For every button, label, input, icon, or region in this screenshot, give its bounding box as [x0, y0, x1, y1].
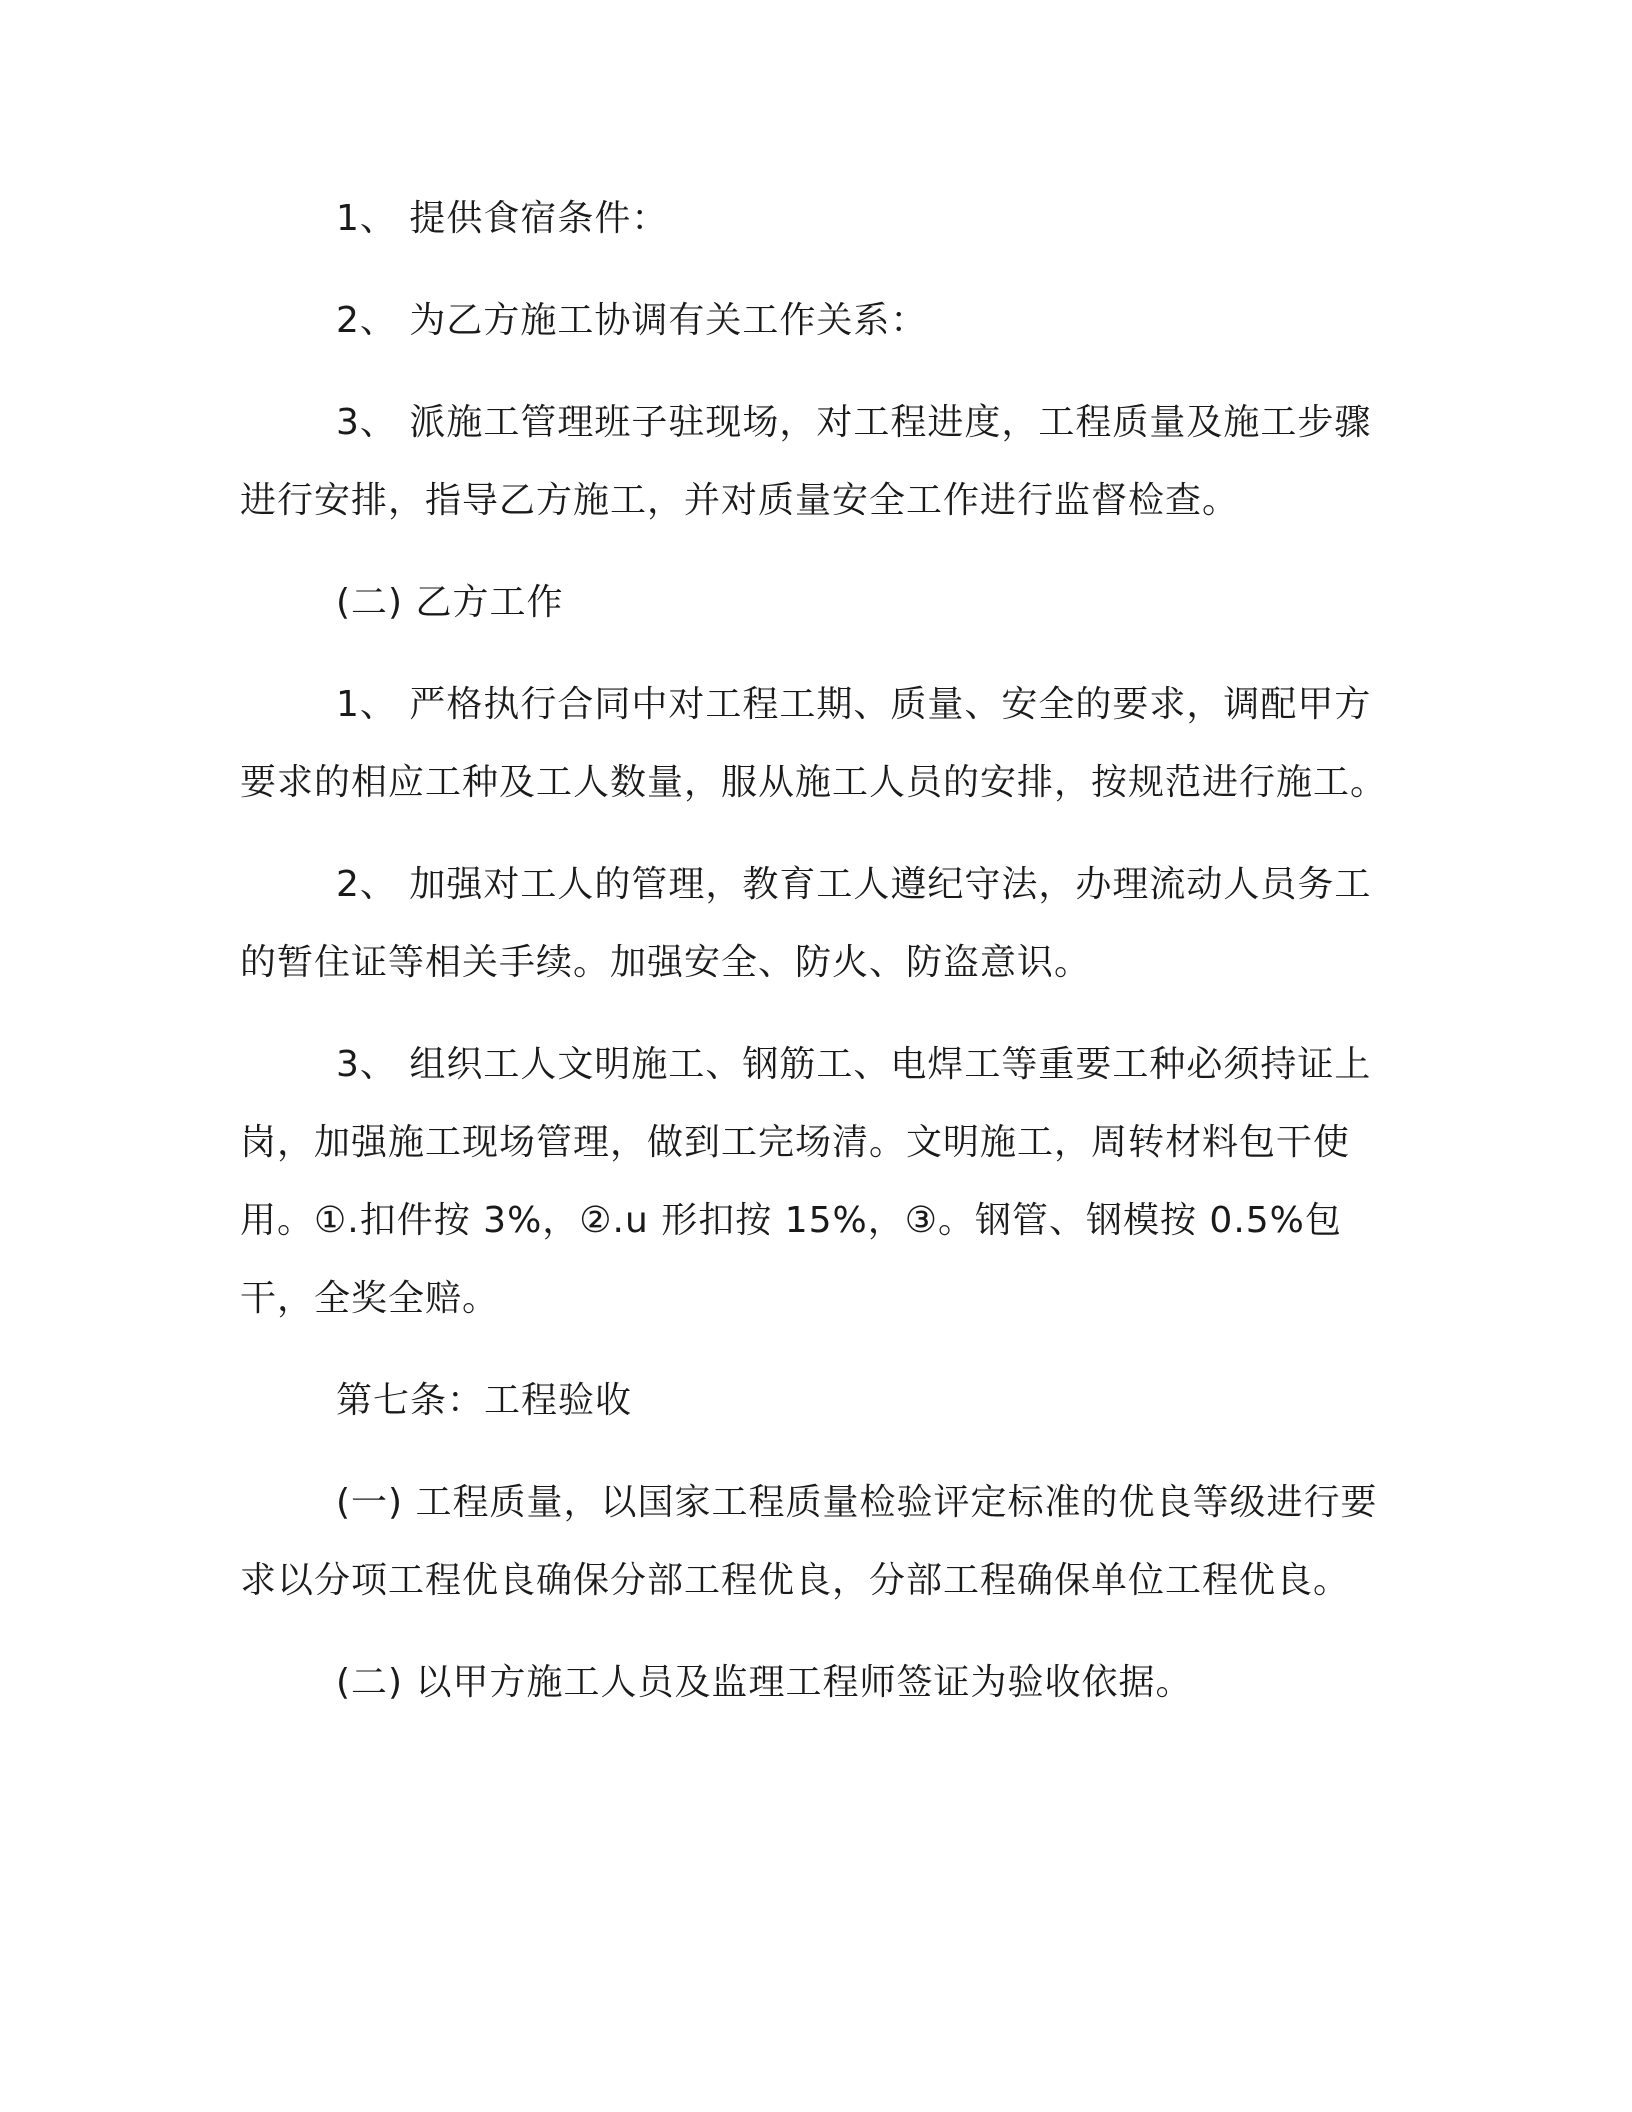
paragraph-7: (一) 工程质量，以国家工程质量检验评定标准的优良等级进行要求以分项工程优良确保分部工程优良，分部工程确保单位工程优良。 [240, 1482, 1378, 1601]
paragraph-2: 2、 为乙方施工协调有关工作关系： [336, 300, 928, 341]
paragraph-5: 2、 加强对工人的管理，教育工人遵纪守法，办理流动人员务工的暂住证等相关手续。加强安全、防火、防盗意识。 [240, 864, 1372, 983]
paragraph-8: (二) 以甲方施工人员及监理工程师签证为验收依据。 [336, 1662, 1193, 1703]
document-body [240, 180, 1390, 1722]
paragraph-3: 3、 派施工管理班子驻现场，对工程进度，工程质量及施工步骤进行安排，指导乙方施工，并对质量安全工作进行监督检查。 [240, 402, 1372, 521]
paragraph-4: 1、 严格执行合同中对工程工期、质量、安全的要求，调配甲方要求的相应工种及工人数量，服从施工人员的安排，按规范进行施工。 [240, 684, 1388, 803]
paragraph-6: 3、 组织工人文明施工、钢筋工、电焊工等重要工种必须持证上岗，加强施工现场管理，做到工完场清。文明施工，周转材料包干使用。①.扣件按 3%，②.u 形扣按 15%，③。钢管、钢模按 0.5%包干，全奖全赔。 [240, 1044, 1372, 1319]
section-heading-party-b: (二) 乙方工作 [336, 582, 564, 623]
paragraph-1: 1、 提供食宿条件： [336, 198, 669, 239]
article-heading-acceptance: 第七条：工程验收 [336, 1380, 633, 1421]
